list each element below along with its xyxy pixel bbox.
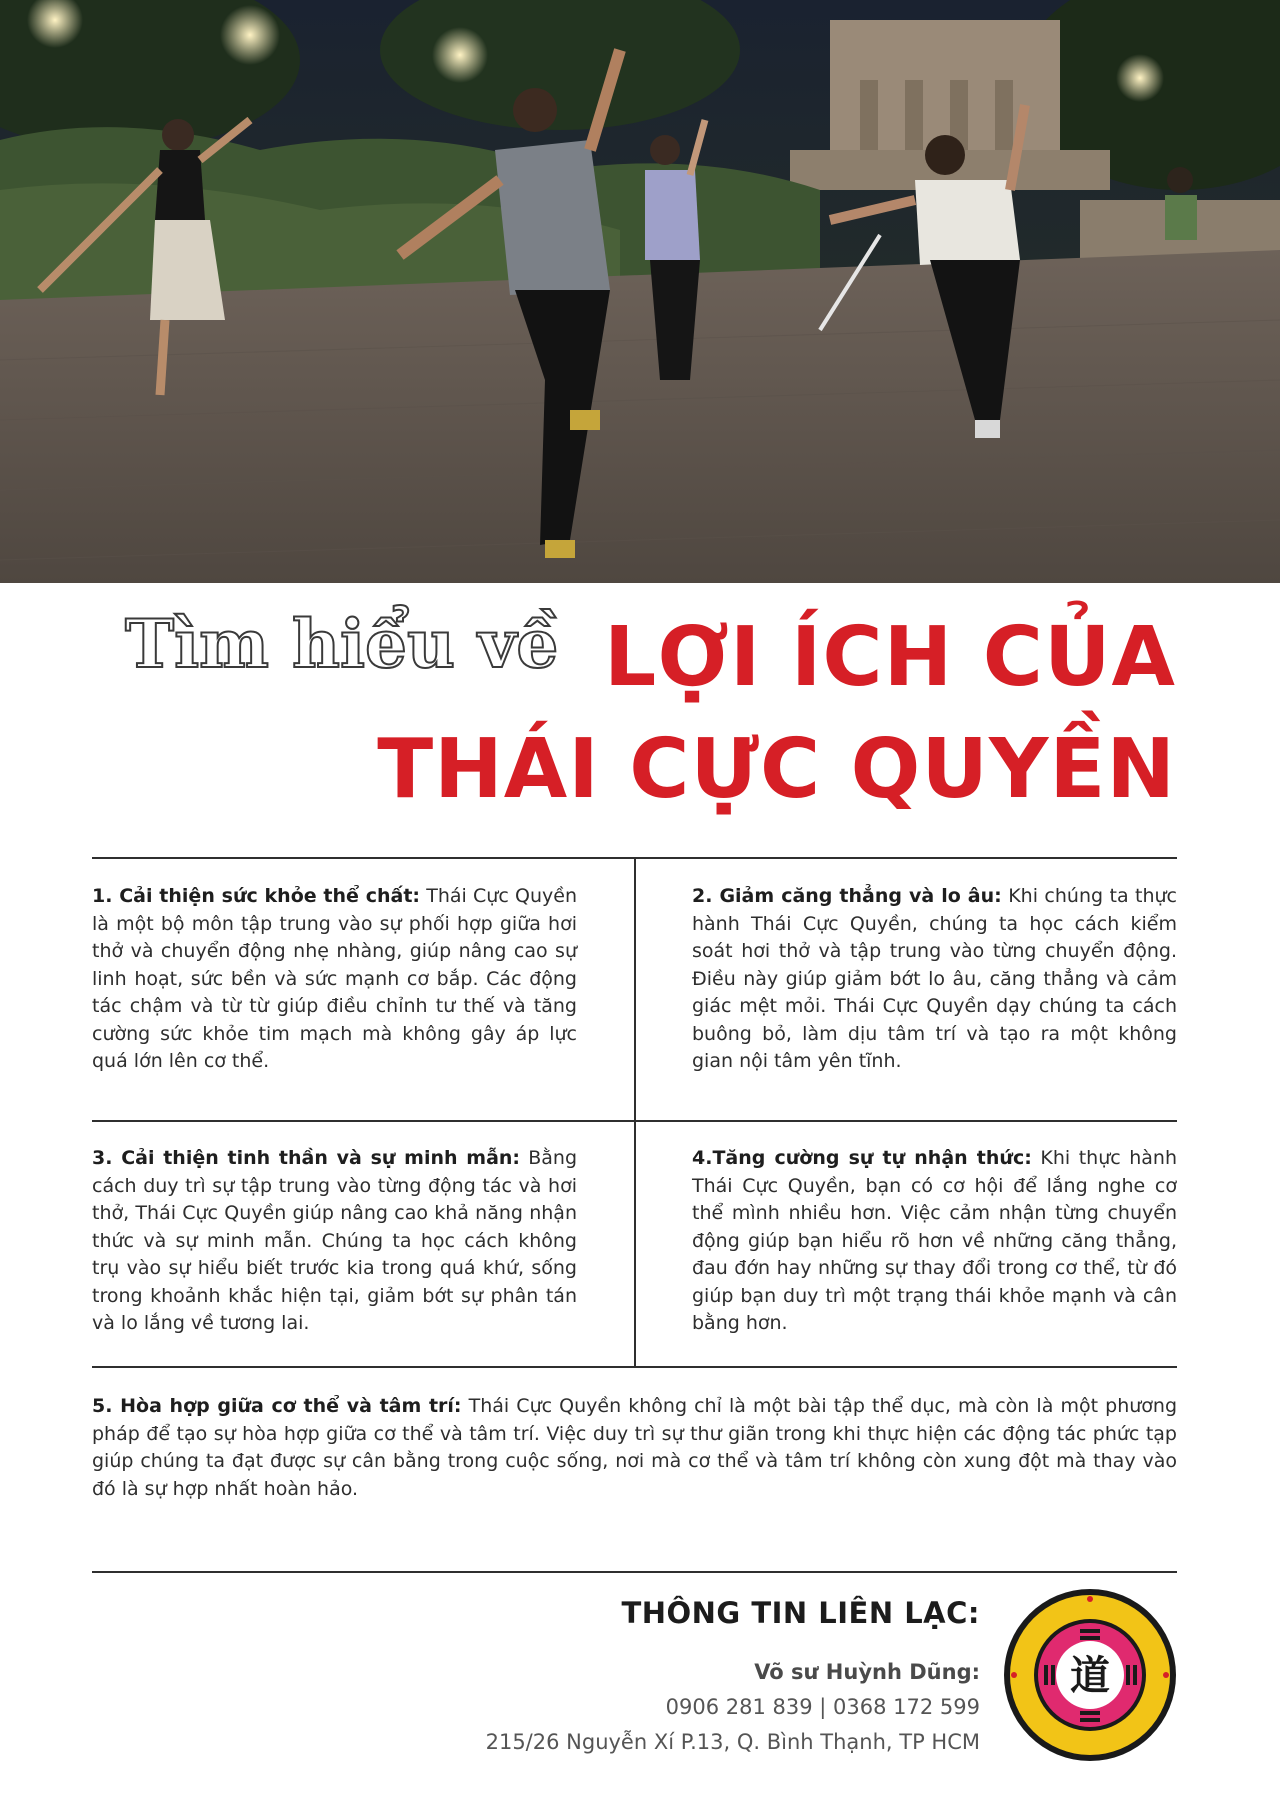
page-title (377, 602, 1176, 826)
benefit-1 (92, 883, 577, 1076)
title-line-2: THÁI CỰC QUYỀN (377, 722, 1176, 817)
benefit-2-text: Khi chúng ta thực hành Thái Cực Quyền, chúng ta học cách kiểm soát hơi thở và tập trung vào từng chuyển động. Điều này giúp giảm bớt lo âu, căng thẳng và cảm giác mệt mỏi. Thái Cực Quyền dạy chúng ta cách buông bỏ, làm dịu tâm trí và tạo ra một không gian nội tâm yên tĩnh. (692, 885, 1178, 1072)
benefit-4-text: Khi thực hành Thái Cực Quyền, bạn có cơ hội để lắng nghe cơ thể mình nhiều hơn. Việc cảm nhận từng chuyển động giúp bạn hiểu rõ hơn về những căng thẳng, đau đớn hay những sự thay đổi trong cơ thể, từ đó giúp bạn duy trì một trạng thái khỏe mạnh và cân bằng hơn. (692, 1147, 1178, 1334)
divider-contact (92, 1571, 1177, 1573)
benefit-5 (92, 1393, 1177, 1503)
hero-photo (0, 0, 1280, 583)
divider-vertical-1 (634, 858, 636, 1120)
benefit-3-heading: 3. Cải thiện tinh thần và sự minh mẫn: (92, 1147, 521, 1169)
contact-address: 215/26 Nguyễn Xí P.13, Q. Bình Thạnh, TP HCM (485, 1730, 980, 1754)
benefit-1-heading: 1. Cải thiện sức khỏe thể chất: (92, 885, 421, 907)
tai-chi-practice-photo (0, 0, 1280, 583)
benefit-2 (692, 883, 1177, 1076)
benefit-3 (92, 1145, 577, 1338)
divider-lower (92, 1366, 1177, 1368)
school-logo (1000, 1585, 1180, 1765)
benefit-5-heading: 5. Hòa hợp giữa cơ thể và tâm trí: (92, 1395, 462, 1417)
benefit-4-heading: 4.Tăng cường sự tự nhận thức: (692, 1147, 1032, 1169)
benefit-1-text: Thái Cực Quyền là một bộ môn tập trung vào sự phối hợp giữa hơi thở và chuyển động nhẹ nhàng, giúp nâng cao sự linh hoạt, sức bền và sức mạnh cơ bắp. Các động tác chậm và từ từ giúp điều chỉnh tư thế và tăng cường sức khỏe tim mạch mà không gây áp lực quá lớn lên cơ thể. (92, 885, 577, 1072)
contact-name: Võ sư Huỳnh Dũng: (754, 1660, 980, 1684)
school-seal-icon (1000, 1585, 1180, 1765)
title-intro: Tìm hiểu về (125, 605, 559, 683)
contact-heading: THÔNG TIN LIÊN LẠC: (621, 1596, 980, 1630)
divider-vertical-2 (634, 1121, 636, 1366)
benefit-4 (692, 1145, 1177, 1338)
benefit-5-text: Thái Cực Quyền không chỉ là một bài tập thể dục, mà còn là một phương pháp để tạo sự hòa hợp giữa cơ thể và tâm trí. Việc duy trì sự thư giãn trong khi thực hiện các động tác phức tạp giúp chúng ta đạt được sự cân bằng trong cuộc sống, nơi mà cơ thể và tâm trí không còn xung đột mà thay vào đó là sự hợp nhất hoàn hảo. (92, 1395, 1177, 1500)
bystander (1165, 167, 1197, 240)
benefit-3-text: Bằng cách duy trì sự tập trung vào từng động tác và hơi thở, Thái Cực Quyền giúp nâng cao khả năng nhận thức và sự minh mẫn. Chúng ta học cách không trụ vào sự hiểu biết trước kia trong quá khứ, sống trong khoảnh khắc hiện tại, giảm bớt sự phân tán và lo lắng về tương lai. (92, 1147, 578, 1334)
benefit-2-heading: 2. Giảm căng thẳng và lo âu: (692, 885, 1002, 907)
contact-phone: 0906 281 839 | 0368 172 599 (665, 1695, 980, 1719)
title-line-1: LỢI ÍCH CỦA (603, 610, 1176, 705)
logo-character: 道 (1070, 1652, 1110, 1699)
